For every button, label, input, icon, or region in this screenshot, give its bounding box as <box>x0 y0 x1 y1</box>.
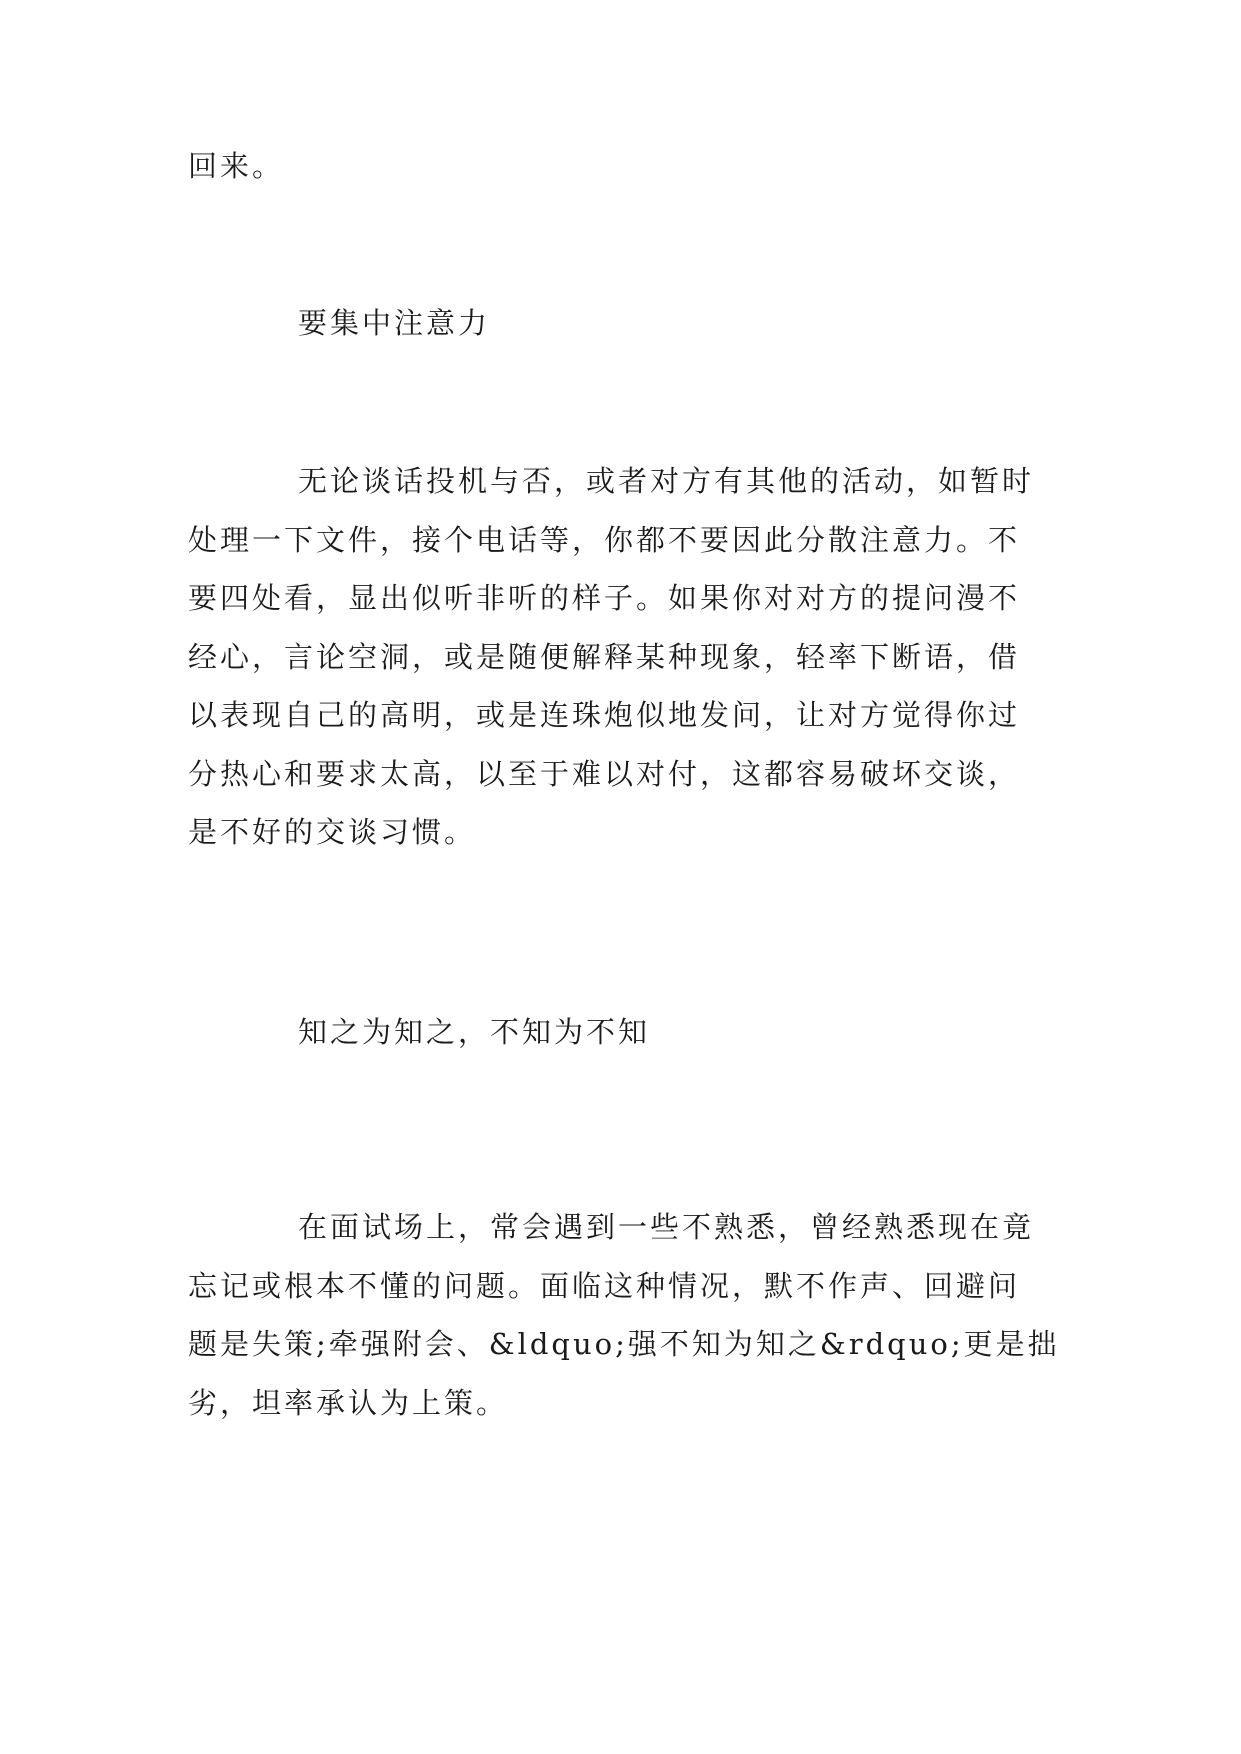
text-line: 无论谈话投机与否，或者对方有其他的活动，如暂时 <box>298 464 1035 498</box>
continuation-paragraph <box>188 137 1068 196</box>
text-line: 要四处看，显出似听非听的样子。如果你对对方的提问漫不 <box>188 581 1021 615</box>
text-line: 题是失策;牵强附会、&ldquo;强不知为知之&rdquo;更是拙 <box>188 1327 1060 1361</box>
text-line: 经心，言论空洞，或是随便解释某种现象，轻率下断语，借 <box>188 639 1021 674</box>
section-heading-focus <box>188 294 1068 353</box>
heading-text: 知之为知之，不知为不知 <box>298 1015 651 1049</box>
know-body-paragraph <box>188 1198 1068 1432</box>
heading-text: 要集中注意力 <box>298 306 491 340</box>
text-line: 劣，坦率承认为上策。 <box>188 1385 509 1420</box>
text-line: 回来。 <box>188 149 285 183</box>
text-line: 在面试场上，常会遇到一些不熟悉，曾经熟悉现在竟 <box>298 1210 1035 1244</box>
text-line: 分热心和要求太高，以至于难以对付，这都容易破坏交谈， <box>188 756 1021 791</box>
text-line: 处理一下文件，接个电话等，你都不要因此分散注意力。不 <box>188 522 1021 557</box>
focus-body-paragraph <box>188 452 1068 862</box>
text-line: 以表现自己的高明，或是连珠炮似地发问，让对方觉得你过 <box>188 698 1021 732</box>
text-line: 是不好的交谈习惯。 <box>188 815 477 849</box>
section-heading-know <box>188 1003 1068 1062</box>
text-line: 忘记或根本不懂的问题。面临这种情况，默不作声、回避问 <box>188 1268 1021 1303</box>
